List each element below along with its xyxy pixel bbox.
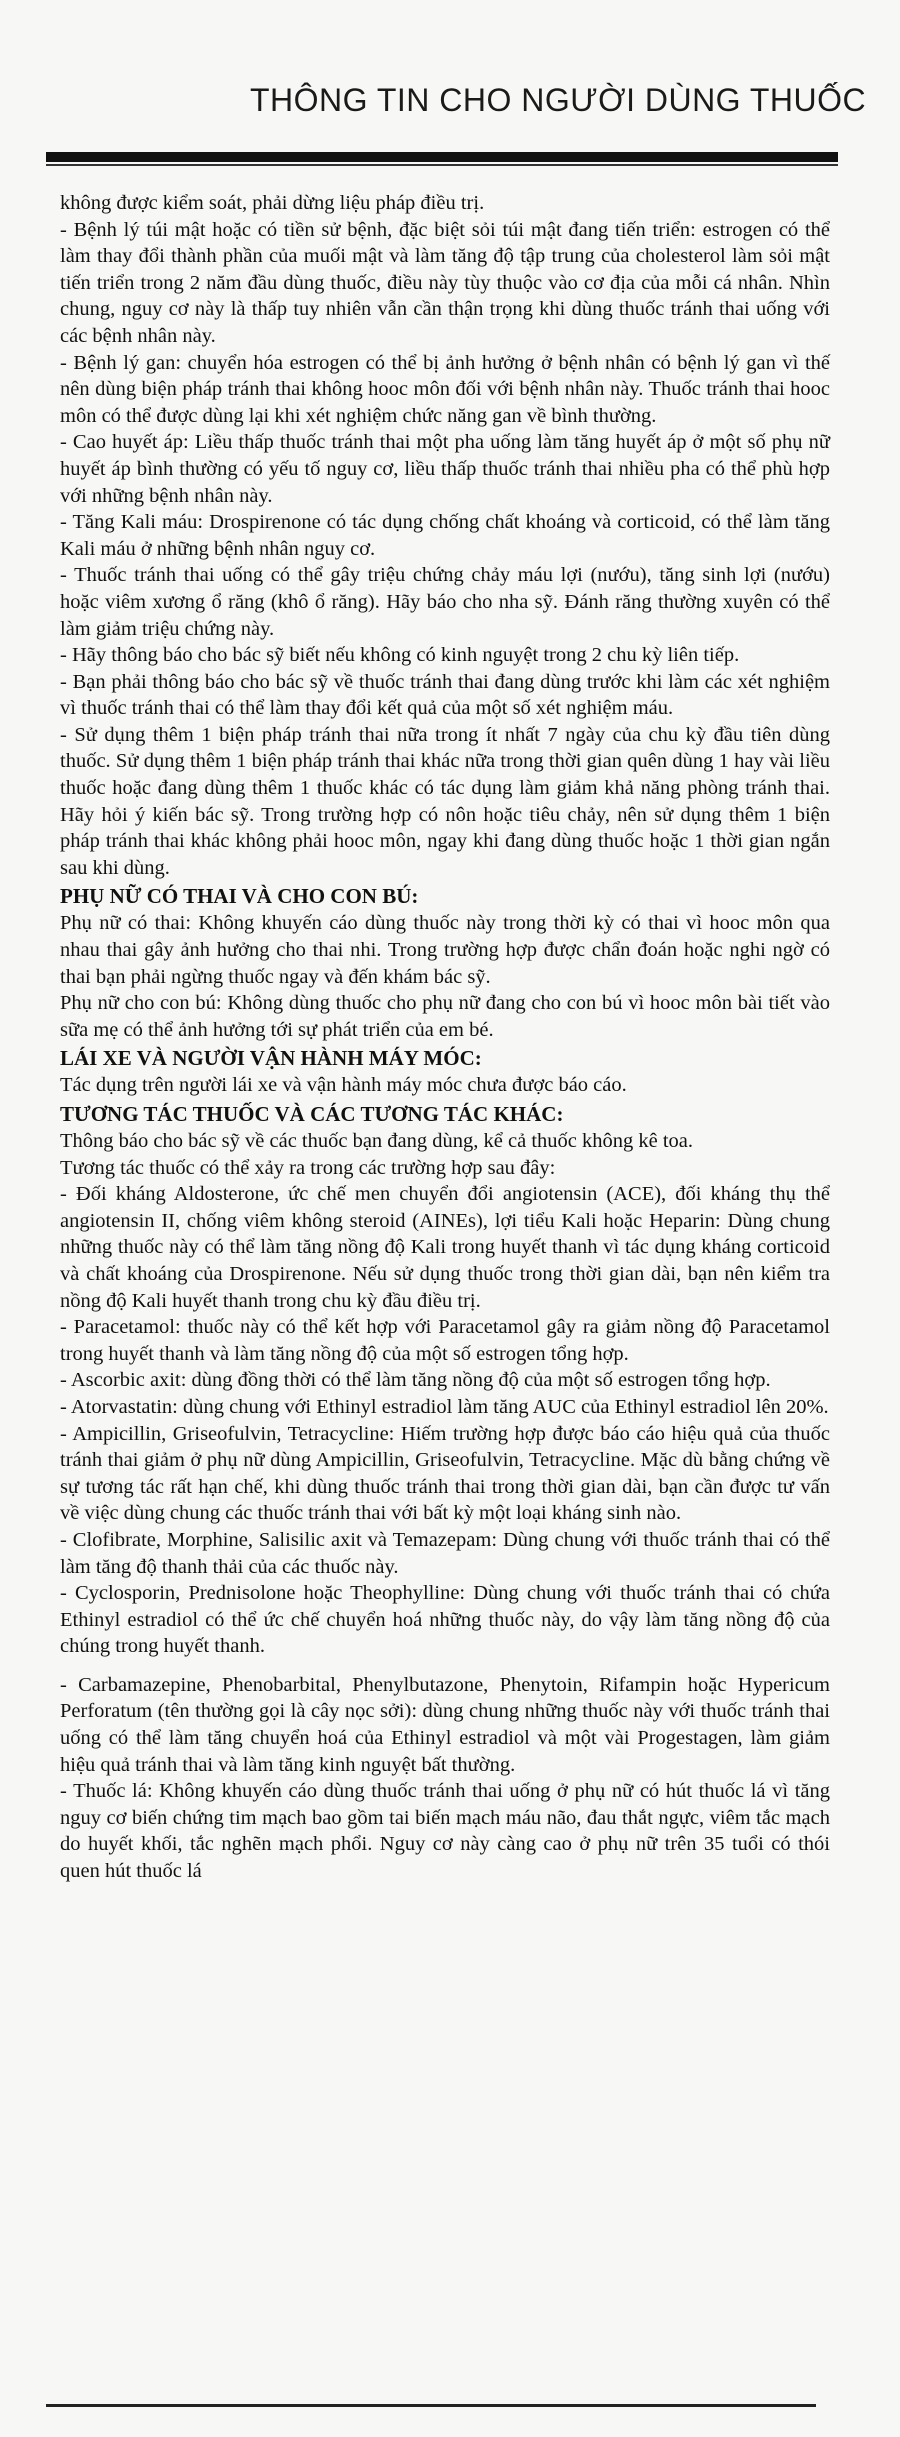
- interaction-item: Tương tác thuốc có thể xảy ra trong các trường hợp sau đây:: [60, 1156, 556, 1179]
- footer-rule: [46, 2404, 816, 2407]
- interaction-item: - Paracetamol: thuốc này có thể kết hợp với Paracetamol gây ra giảm nồng độ Paracetamol trong huyết thanh và làm tăng nồng độ của một số estrogen tổng hợp.: [60, 1316, 830, 1365]
- header-rule-thick: [46, 152, 838, 162]
- interaction-item: - Ampicillin, Griseofulvin, Tetracycline: Hiếm trường hợp được báo cáo hiệu quả của thuốc tránh thai giảm ở phụ nữ dùng Ampicillin, Griseofulvin, Tetracycline. Mặc dù bằng chứng về sự tương tác rất hạn chế, khi dùng thuốc tránh thai trong thời gian dài, bạn cần được tư vấn về việc dùng chung các thuốc tránh thai với bất kỳ một loại kháng sinh nào.: [60, 1422, 830, 1525]
- interaction-item: - Atorvastatin: dùng chung với Ethinyl estradiol làm tăng AUC của Ethinyl estradiol lên 20%.: [60, 1395, 829, 1418]
- paragraph-pregnant: Phụ nữ có thai: Không khuyến cáo dùng thuốc này trong thời kỳ có thai vì hooc môn qua nhau thai gây ảnh hưởng cho thai nhi. Trong trường hợp được chẩn đoán hoặc nghi ngờ có thai bạn phải ngừng thuốc ngay và đến khám bác sỹ.: [60, 912, 830, 988]
- interaction-item: Thông báo cho bác sỹ về các thuốc bạn đang dùng, kể cả thuốc không kê toa.: [60, 1130, 694, 1152]
- interaction-item: - Đối kháng Aldosterone, ức chế men chuyển đổi angiotensin (ACE), đối kháng thụ thể angiotensin II, chống viêm không steroid (AINEs), lợi tiểu Kali hoặc Heparin: Dùng chung những thuốc này có thể làm tăng nồng độ Kali trong huyết thanh vì tác dụng kháng corticoid và chất khoáng của Drospirenone. Nếu sử dụng thuốc trong thời gian dài, bạn nên kiểm tra nồng độ Kali huyết thanh trong chu kỳ đầu điều trị.: [60, 1183, 830, 1312]
- paragraph-menstruation: - Hãy thông báo cho bác sỹ biết nếu không có kinh nguyệt trong 2 chu kỳ liên tiếp.: [60, 644, 740, 667]
- header-rule-thin: [46, 164, 838, 166]
- paragraph-gums: - Thuốc tránh thai uống có thể gây triệu chứng chảy máu lợi (nướu), tăng sinh lợi (nướu) hoặc viêm xương ổ răng (khô ổ răng). Hãy báo cho nha sỹ. Đánh răng thường xuyên có thể làm giảm triệu chứng này.: [60, 564, 830, 640]
- interaction-item: - Cyclosporin, Prednisolone hoặc Theophylline: Dùng chung với thuốc tránh thai có chứa Ethinyl estradiol có thể ức chế chuyển hoá những thuốc này, do vậy làm tăng nồng độ của chúng trong huyết thanh.: [60, 1582, 830, 1658]
- document-body: [60, 190, 830, 1885]
- page-header-title: THÔNG TIN CHO NGƯỜI DÙNG THUỐC: [250, 82, 867, 118]
- paragraph-hypertension: - Cao huyết áp: Liều thấp thuốc tránh thai một pha uống làm tăng huyết áp ở một số phụ nữ huyết áp bình thường có yếu tố nguy cơ, liều thấp thuốc tránh thai nhiều pha có thể phù hợp với những bệnh nhân này.: [60, 431, 830, 507]
- paragraph-liver: - Bệnh lý gan: chuyển hóa estrogen có thể bị ảnh hưởng ở bệnh nhân có bệnh lý gan vì thế nên dùng biện pháp tránh thai không hooc môn đối với bệnh nhân này. Thuốc tránh thai hooc môn có thể được dùng lại khi xét nghiệm chức năng gan về bình thường.: [60, 351, 830, 427]
- section-heading-driving: LÁI XE VÀ NGƯỜI VẬN HÀNH MÁY MÓC:: [60, 1046, 482, 1071]
- paragraph-driving: Tác dụng trên người lái xe và vận hành máy móc chưa được báo cáo.: [60, 1074, 627, 1097]
- paragraph-lab-tests: - Bạn phải thông báo cho bác sỹ về thuốc tránh thai đang dùng trước khi làm các xét nghiệm vì thuốc tránh thai có thể làm thay đổi kết quả của một số xét nghiệm máu.: [60, 670, 830, 720]
- paragraph-gallbladder: - Bệnh lý túi mật hoặc có tiền sử bệnh, đặc biệt sỏi túi mật đang tiến triển: estrogen có thể làm thay đổi thành phần của muối mật và làm tăng độ tập trung của cholesterol làm sỏi mật tiến triển trong 2 năm đầu dùng thuốc, điều này tùy thuộc vào cơ địa của mỗi cá nhân. Nhìn chung, nguy cơ này là thấp tuy nhiên vẫn cần thận trọng khi dùng thuốc tránh thai uống với các bệnh nhân này.: [60, 218, 830, 347]
- interaction-item: - Ascorbic axit: dùng đồng thời có thể làm tăng nồng độ của một số estrogen tổng hợp.: [60, 1369, 771, 1392]
- interaction-item: - Clofibrate, Morphine, Salisilic axit và Temazepam: Dùng chung với thuốc tránh thai có thể làm tăng độ thanh thải của các thuốc này.: [60, 1528, 830, 1578]
- paragraph-backup-contraception: - Sử dụng thêm 1 biện pháp tránh thai nữa trong ít nhất 7 ngày của chu kỳ đầu tiên dùng thuốc. Sử dụng thêm 1 biện pháp tránh thai khác nữa trong thời gian quên dùng 1 hay vài liều thuốc hoặc đang dùng thêm 1 thuốc khác có tác dụng làm giảm khả năng phòng tránh thai. Hãy hỏi ý kiến bác sỹ. Trong trường hợp có nôn hoặc tiêu chảy, nên sử dụng thêm 1 biện pháp tránh thai khác không phải hooc môn, ngay khi đang dùng thuốc hoặc 1 thời gian ngắn sau khi dùng.: [60, 723, 830, 879]
- paragraph-breastfeeding: Phụ nữ cho con bú: Không dùng thuốc cho phụ nữ đang cho con bú vì hooc môn bài tiết vào sữa mẹ có thể ảnh hưởng tới sự phát triển của em bé.: [60, 992, 830, 1041]
- paragraph: không được kiểm soát, phải dừng liệu pháp điều trị.: [60, 192, 485, 214]
- section-heading-pregnancy: PHỤ NỮ CÓ THAI VÀ CHO CON BÚ:: [60, 884, 419, 909]
- paragraph-potassium: - Tăng Kali máu: Drospirenone có tác dụng chống chất khoáng và corticoid, có thể làm tăng Kali máu ở những bệnh nhân nguy cơ.: [60, 511, 830, 560]
- interaction-item: - Carbamazepine, Phenobarbital, Phenylbutazone, Phenytoin, Rifampin hoặc Hypericum Perforatum (tên thường gọi là cây nọc sởi): dùng chung những thuốc này với thuốc tránh thai uống có thể làm tăng chuyển hoá của Ethinyl estradiol và một vài Progestagen, làm giảm hiệu quả tránh thai và làm tăng kinh nguyệt bất thường.: [60, 1673, 830, 1776]
- section-heading-interactions: TƯƠNG TÁC THUỐC VÀ CÁC TƯƠNG TÁC KHÁC:: [60, 1102, 564, 1126]
- interaction-item-smoking: - Thuốc lá: Không khuyến cáo dùng thuốc tránh thai uống ở phụ nữ có hút thuốc lá vì tăng nguy cơ biến chứng tim mạch bao gồm tai biến mạch máu não, đau thắt ngực, viêm tắc mạch do huyết khối, tắc nghẽn mạch phổi. Nguy cơ này càng cao ở phụ nữ trên 35 tuổi có thói quen hút thuốc lá: [60, 1780, 830, 1883]
